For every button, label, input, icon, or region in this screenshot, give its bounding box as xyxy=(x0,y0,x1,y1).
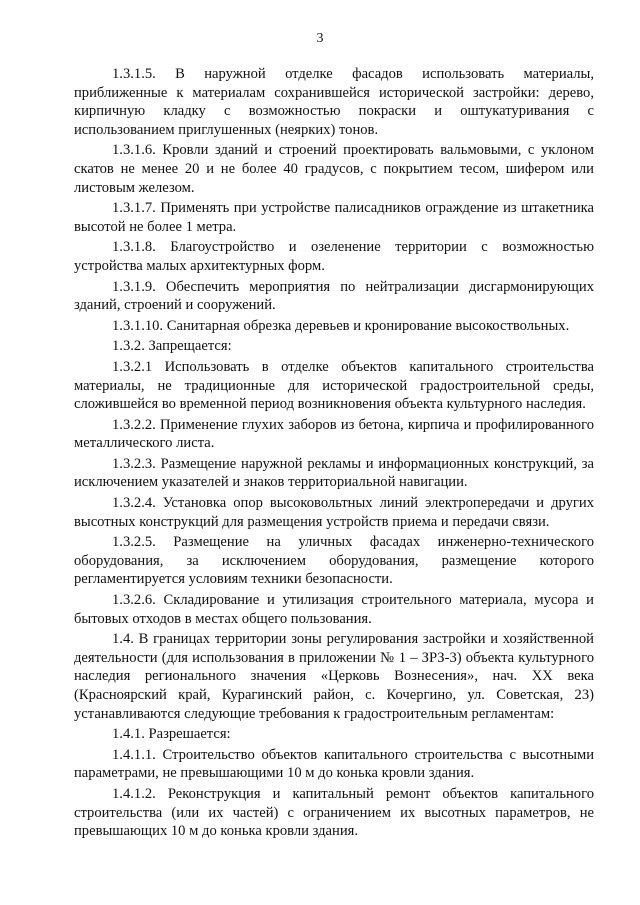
paragraph-1-3-2-2: 1.3.2.2. Применение глухих заборов из бетона, кирпича и профилированного металлического листа. xyxy=(74,416,594,452)
paragraph-1-3-2-6: 1.3.2.6. Складирование и утилизация строительного материала, мусора и бытовых отходов в местах общего пользования. xyxy=(74,592,594,627)
paragraph-1-3-1-7: 1.3.1.7. Применять при устройстве палисадников ограждение из штакетника высотой не более 1 метра. xyxy=(74,200,594,235)
paragraph-1-3-1-6: 1.3.1.6. Кровли зданий и строений проектировать вальмовыми, с уклоном скатов не менее 20 и не более 40 градусов, с покрытием тесом, шифером или листовым железом. xyxy=(74,142,594,196)
paragraph-1-3-2-4: 1.3.2.4. Установка опор высоковольтных линий электропередачи и других высотных конструкций для размещения устройств приема и передачи связи. xyxy=(74,495,594,530)
paragraph-1-4-1-2: 1.4.1.2. Реконструкция и капитальный ремонт объектов капитального строительства (или их частей) с ограничением их высотных параметров, не превышающих 10 м до конька кровли здания. xyxy=(74,785,594,840)
paragraph-1-3-2-heading: 1.3.2. Запрещается: xyxy=(112,338,232,355)
page-number: 3 xyxy=(316,31,324,46)
paragraph-1-3-1-9: 1.3.1.9. Обеспечить мероприятия по нейтрализации дисгармонирующих зданий, строений и сооружений. xyxy=(74,278,594,314)
document-body xyxy=(74,65,594,843)
paragraph-1-3-1-10: 1.3.1.10. Санитарная обрезка деревьев и кронирование высокоствольных. xyxy=(112,317,570,334)
paragraph-1-3-2-5: 1.3.2.5. Размещение на уличных фасадах инженерно-технического оборудования, за исключением оборудования, размещение которого регламентируется условиям техники безопасности. xyxy=(74,534,594,588)
paragraph-1-4-1-heading: 1.4.1. Разрешается: xyxy=(112,726,231,743)
paragraph-1-3-1-5: 1.3.1.5. В наружной отделке фасадов использовать материалы, приближенные к материалам сохранившейся исторической застройки: дерево, кирпичную кладку с возможностью покраски и оштукатуривания с использованием приглушенных (неярких) тонов. xyxy=(74,66,594,138)
paragraph-1-4-1-1: 1.4.1.1. Строительство объектов капитального строительства с высотными параметрами, не превышающими 10 м до конька кровли здания. xyxy=(74,746,594,782)
paragraph-1-3-1-8: 1.3.1.8. Благоустройство и озеленение территории с возможностью устройства малых архитектурных форм. xyxy=(74,239,594,274)
paragraph-1-3-2-1: 1.3.2.1 Использовать в отделке объектов капитального строительства материалы, не традиционные для исторической градостроительной среды, сложившейся во временной период возникновения объекта культурного наследия. xyxy=(74,358,594,413)
paragraph-1-4: 1.4. В границах территории зоны регулирования застройки и хозяйственной деятельности (для использования в приложении № 1 – ЗРЗ-3) объекта культурного наследия регионального значения «Церковь Вознесения», нач. XX века (Красноярский край, Курагинский район, с. Кочергино, ул. Советская, 23) устанавливаются следующие требования к градостроительным регламентам: xyxy=(74,631,594,722)
paragraph-1-3-2-3: 1.3.2.3. Размещение наружной рекламы и информационных конструкций, за исключением указателей и знаков территориальной навигации. xyxy=(74,455,594,491)
